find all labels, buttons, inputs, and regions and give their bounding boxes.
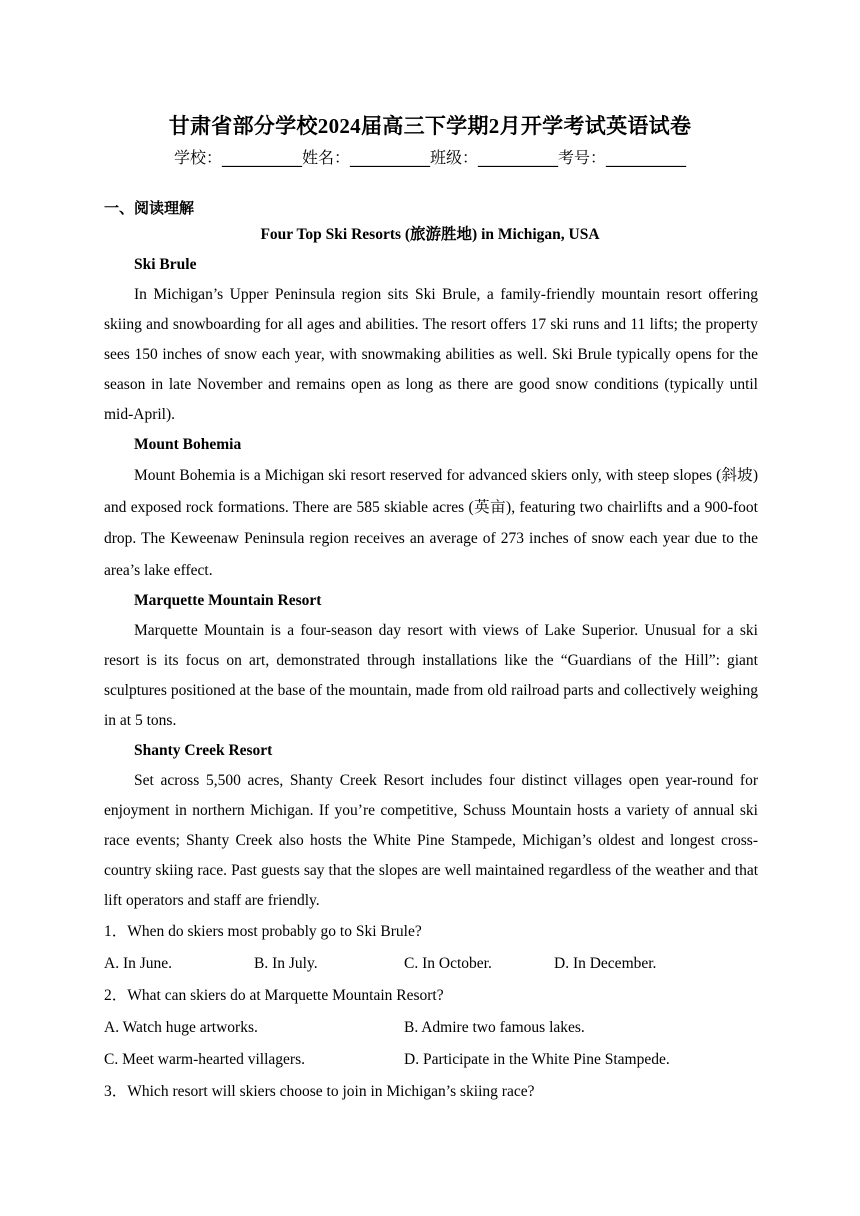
resort-text-ski-brule: In Michigan’s Upper Peninsula region sits Ski Brule, a family-friendly mountain resort offering skiing and snowboarding for all ages and abilities. The resort offers 17 ski runs and 11 lifts; the property sees 150 inches of snow each year, with snowmaking abilities as well. Ski Brule typically opens for the season in late November and remains open as long as there are good snow conditions (typically until mid-April).: [104, 286, 758, 423]
resort-text-marquette: Marquette Mountain is a four-season day resort with views of Lake Superior. Unusual for a ski resort is its focus on art, demonstrated through installations like the “Guardians of the Hill”: giant sculptures positioned at the base of the mountain, made from old railroad parts and collectively weighing in at 5 tons.: [104, 622, 758, 729]
question-2-options-row-1: [104, 1012, 758, 1044]
student-info-line: [0, 145, 860, 168]
school-blank: __________: [221, 148, 302, 167]
question-2: 2．What can skiers do at Marquette Mountain Resort?: [104, 987, 444, 1004]
school-label: 学校：: [173, 148, 222, 167]
question-1-option-c: C. In October.: [404, 955, 492, 972]
class-label: 班级：: [430, 148, 479, 167]
passage-title: Four Top Ski Resorts (旅游胜地) in Michigan, USA: [260, 226, 600, 243]
class-blank: __________: [478, 148, 559, 167]
section-heading: 一、阅读理解: [104, 199, 195, 217]
name-blank: __________: [350, 148, 430, 167]
resort-name-mount-bohemia: Mount Bohemia: [134, 436, 242, 453]
resort-text-mount-bohemia: Mount Bohemia is a Michigan ski resort reserved for advanced skiers only, with steep slopes (斜坡) and exposed rock formations. There are 585 skiable acres (英亩), featuring two chairlifts and a 900-foot drop. The Keweenaw Peninsula region receives an average of 273 inches of snow each year due to the area’s lake effect.: [104, 467, 758, 579]
passage-body: [104, 250, 758, 1108]
name-label: 姓名：: [301, 148, 350, 167]
question-3: 3．Which resort will skiers choose to join in Michigan’s skiing race?: [104, 1083, 535, 1100]
resort-text-shanty-creek: Set across 5,500 acres, Shanty Creek Resort includes four distinct villages open year-round for enjoyment in northern Michigan. If you’re competitive, Schuss Mountain hosts a variety of annual ski race events; Shanty Creek also hosts the White Pine Stampede, Michigan’s oldest and longest cross-country skiing race. Past guests say that the slopes are well maintained regardless of the weather and that lift operators and staff are friendly.: [104, 772, 758, 909]
question-2-option-a: A. Watch huge artworks.: [104, 1019, 258, 1036]
question-1-option-b: B. In July.: [254, 955, 318, 972]
question-2-option-c: C. Meet warm-hearted villagers.: [104, 1051, 305, 1068]
question-1-options: [104, 948, 758, 980]
resort-name-ski-brule: Ski Brule: [134, 256, 197, 273]
resort-name-marquette: Marquette Mountain Resort: [134, 592, 322, 609]
question-2-options-row-2: [104, 1044, 758, 1076]
exam-title: 甘肃省部分学校2024届高三下学期2月开学考试英语试卷: [168, 114, 692, 138]
question-1-option-d: D. In December.: [554, 955, 657, 972]
question-2-option-b: B. Admire two famous lakes.: [404, 1019, 585, 1036]
question-1: 1．When do skiers most probably go to Ski Brule?: [104, 923, 422, 940]
question-2-option-d: D. Participate in the White Pine Stampede.: [404, 1051, 670, 1068]
question-1-option-a: A. In June.: [104, 955, 173, 972]
resort-name-shanty-creek: Shanty Creek Resort: [134, 742, 273, 759]
exam-number-label: 考号：: [558, 148, 607, 167]
exam-number-blank: __________: [606, 148, 687, 167]
